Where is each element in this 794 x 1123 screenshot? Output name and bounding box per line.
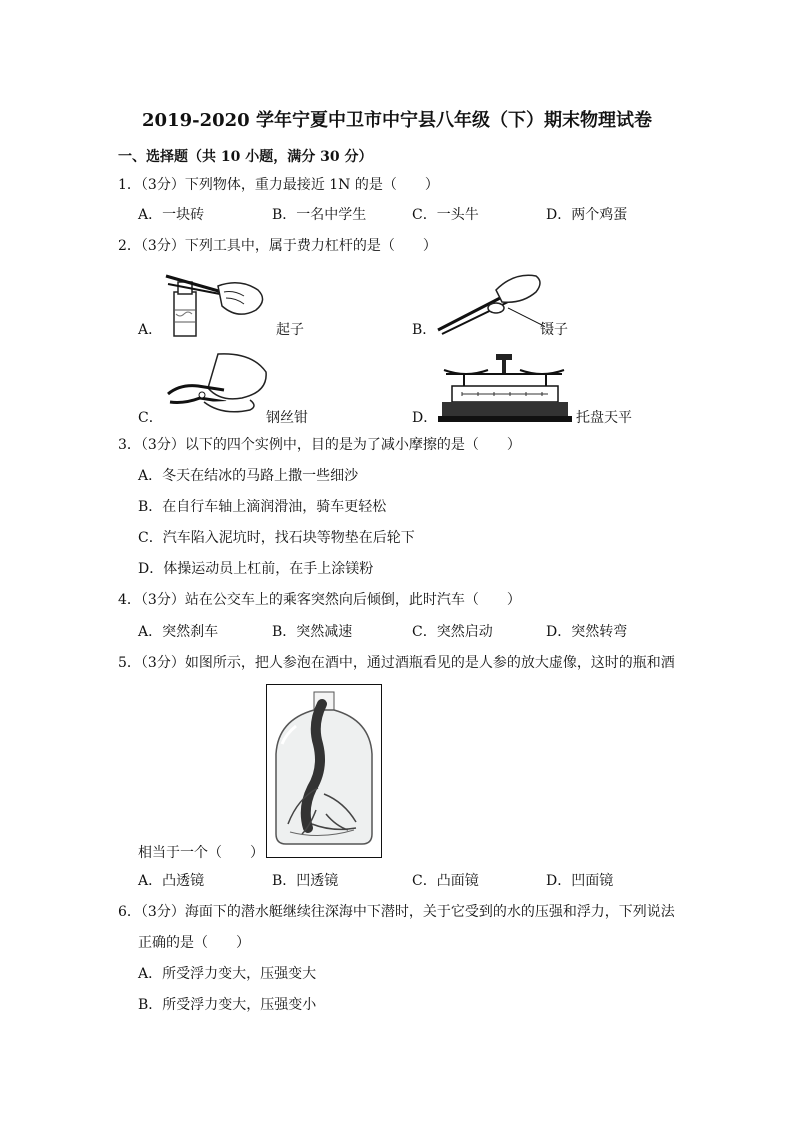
tweezers-figure (434, 268, 544, 336)
question-6-stem: 6．（3分）海面下的潜水艇继续往深海中下潜时，关于它受到的水的压强和浮力，下列说法 (118, 904, 675, 920)
section-heading: 一、选择题（共 10 小题，满分 30 分） (118, 149, 373, 165)
balance-figure (438, 352, 572, 424)
q4-option-d: D．突然转弯 (546, 624, 628, 640)
q2-caption-balance: 托盘天平 (576, 410, 632, 426)
wire-pliers-figure (164, 350, 270, 422)
question-1-stem: 1．（3分）下列物体，重力最接近 1N 的是（ ） (118, 177, 439, 193)
q4-option-c: C．突然启动 (412, 624, 493, 640)
bottle-opener-figure (160, 266, 272, 338)
q3-option-c: C．汽车陷入泥坑时，找石块等物垫在后轮下 (138, 530, 415, 546)
q5-option-a: A．凸透镜 (138, 873, 205, 889)
q1-option-d: D．两个鸡蛋 (546, 207, 628, 223)
q2-caption-pliers: 钢丝钳 (266, 410, 308, 426)
q5-option-c: C．凸面镜 (412, 873, 479, 889)
q1-option-a: A．一块砖 (138, 207, 205, 223)
question-5-stem: 5．（3分）如图所示，把人参泡在酒中，通过酒瓶看见的是人参的放大虚像，这时的瓶和酒 (118, 655, 675, 671)
question-4-stem: 4．（3分）站在公交车上的乘客突然向后倾倒，此时汽车（ ） (118, 592, 521, 608)
page-title: 2019-2020 学年宁夏中卫市中宁县八年级（下）期末物理试卷 (142, 110, 652, 131)
q2-caption-tweezers: 镊子 (540, 322, 568, 338)
q4-option-a: A．突然刹车 (138, 624, 219, 640)
q5-option-b: B．凹透镜 (272, 873, 339, 889)
q3-option-d: D．体操运动员上杠前，在手上涂镁粉 (138, 561, 374, 577)
question-6-stem-continued: 正确的是（ ） (138, 935, 250, 951)
q3-option-a: A．冬天在结冰的马路上撒一些细沙 (138, 468, 359, 484)
question-3-stem: 3．（3分）以下的四个实例中，目的是为了减小摩擦的是（ ） (118, 437, 521, 453)
q6-option-b: B．所受浮力变大，压强变小 (138, 997, 317, 1013)
q1-option-b: B．一名中学生 (272, 207, 367, 223)
ginseng-bottle-figure (266, 684, 382, 858)
question-2-stem: 2．（3分）下列工具中，属于费力杠杆的是（ ） (118, 238, 437, 254)
q2-option-d: D． (412, 410, 438, 426)
q2-option-c: C． (138, 410, 163, 426)
q2-option-b: B． (412, 322, 437, 338)
q5-option-d: D．凹面镜 (546, 873, 614, 889)
question-5-stem-continued: 相当于一个（ ） (138, 845, 264, 861)
q3-option-b: B．在自行车轴上滴润滑油，骑车更轻松 (138, 499, 387, 515)
q2-caption-opener: 起子 (276, 322, 304, 338)
q2-option-a: A． (138, 322, 163, 338)
q6-option-a: A．所受浮力变大，压强变大 (138, 966, 317, 982)
q4-option-b: B．突然减速 (272, 624, 353, 640)
q1-option-c: C．一头牛 (412, 207, 479, 223)
